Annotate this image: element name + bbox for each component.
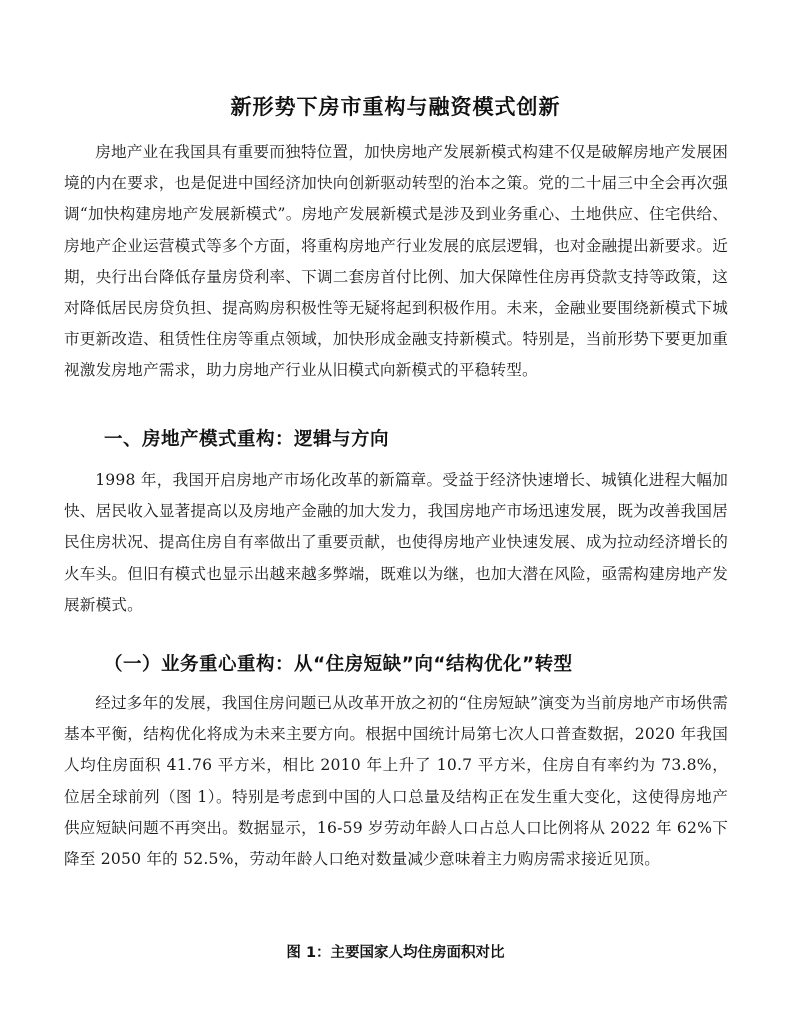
figure-caption: 图 1：主要国家人均住房面积对比 — [286, 945, 505, 961]
section-heading-1: 一、房地产模式重构：逻辑与方向 — [104, 429, 390, 450]
section1-paragraph: 1998 年，我国开启房地产市场化改革的新篇章。受益于经济快速增长、城镇化进程大幅加快、居民收入显著提高以及房地产金融的加大发力，我国房地产市场迅速发展，既为改善我国居民住房状况、提高住房自有率做出了重要贡献，也使得房地产业快速发展、成为拉动经济增长的火车头。但旧有模式也显示出越来越多弊端，既难以为继，也加大潜在风险，亟需构建房地产发展新模式。 — [64, 471, 728, 614]
document-title: 新形势下房市重构与融资模式创新 — [230, 95, 561, 119]
subsection1-paragraph: 经过多年的发展，我国住房问题已从改革开放之初的“住房短缺”演变为当前房地产市场供需基本平衡，结构优化将成为未来主要方向。根据中国统计局第七次人口普查数据，2020 年我国人均住房面积 41.76 平方米，相比 2010 年上升了 10.7 平方米，住房自有率约为 73.8%，位居全球前列（图 1）。特别是考虑到中国的人口总量及结构正在发生重大变化，这使得房地产供应短缺问题不再突出。数据显示，16-59 岁劳动年龄人口占总人口比例将从 2022 年 62%下降至 2050 年的 52.5%，劳动年龄人口绝对数量减少意味着主力购房需求接近见顶。 — [64, 694, 728, 869]
subsection-heading-1: （一）业务重心重构：从“住房短缺”向“结构优化”转型 — [104, 654, 573, 675]
intro-paragraph: 房地产业在我国具有重要而独特位置，加快房地产发展新模式构建不仅是破解房地产发展困境的内在要求，也是促进中国经济加快向创新驱动转型的治本之策。党的二十届三中全会再次强调“加快构建房地产发展新模式”。房地产发展新模式是涉及到业务重心、土地供应、住宅供给、房地产企业运营模式等多个方面，将重构房地产行业发展的底层逻辑，也对金融提出新要求。近期，央行出台降低存量房贷利率、下调二套房首付比例、加大保障性住房再贷款支持等政策，这对降低居民房贷负担、提高购房积极性等无疑将起到积极作用。未来，金融业要围绕新模式下城市更新改造、租赁性住房等重点领域，加快形成金融支持新模式。特别是，当前形势下要更加重视激发房地产需求，助力房地产行业从旧模式向新模式的平稳转型。 — [64, 143, 728, 380]
